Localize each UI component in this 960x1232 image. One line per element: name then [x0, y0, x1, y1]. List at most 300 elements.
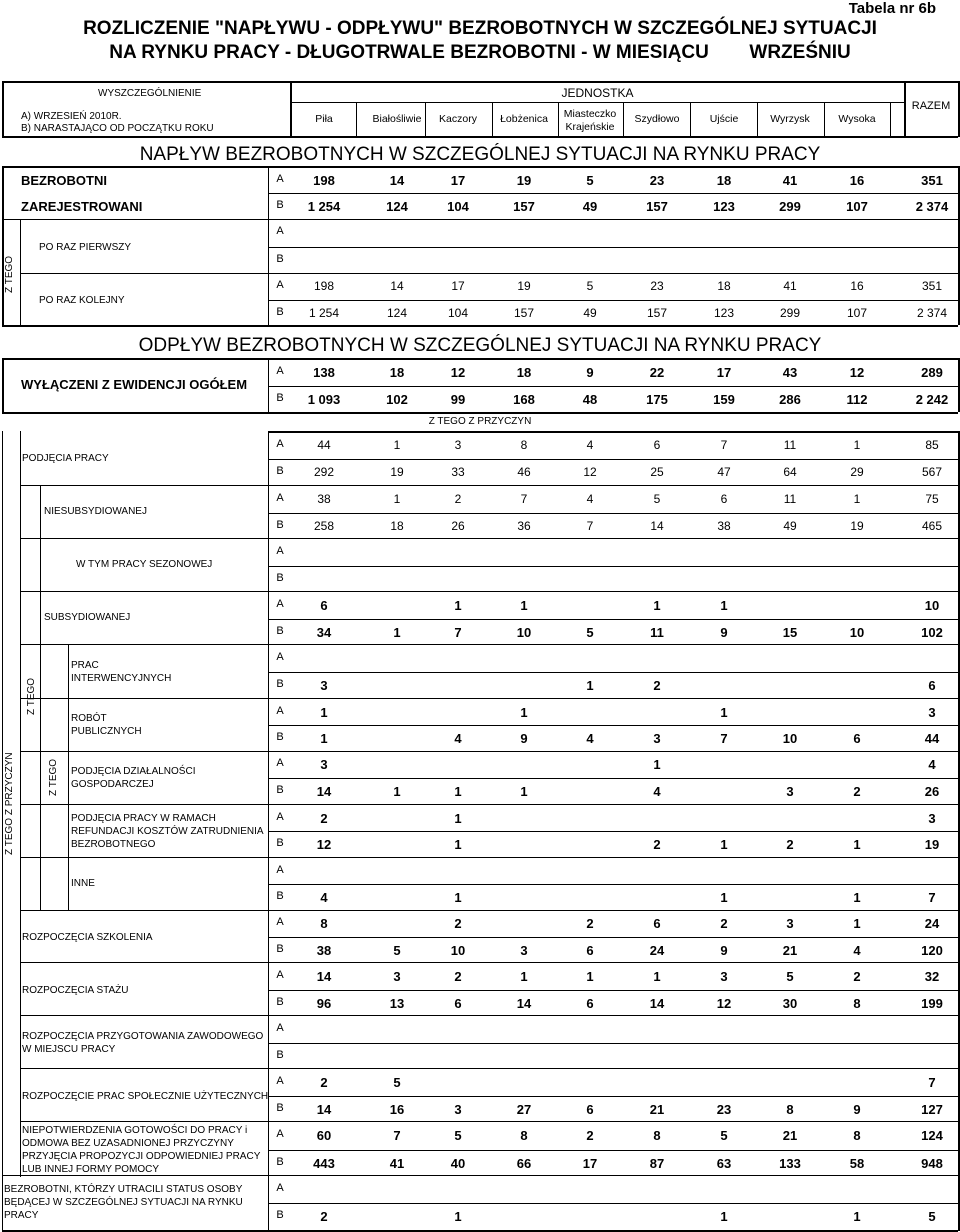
label-spolecznie: ROZPOCZĘCIE PRAC SPOŁECZNIE UŻYTECZNYCH	[22, 1091, 269, 1102]
label-subsydiowanej: SUBSYDIOWANEJ	[44, 612, 131, 623]
ab-marker: B	[276, 890, 284, 902]
table-cell: 18	[516, 365, 532, 380]
ab-divider	[268, 166, 269, 325]
label-szkolenia: ROZPOCZĘCIA SZKOLENIA	[22, 932, 153, 943]
unit-header-1: Piła	[315, 113, 333, 125]
label-wylaczeni: WYŁĄCZENI Z EWIDENCJI OGÓŁEM	[21, 377, 248, 392]
table-cell: 10	[924, 598, 940, 613]
ab-marker: A	[276, 225, 284, 237]
table-cell: 102	[921, 625, 943, 640]
table-cell: 21	[782, 1128, 798, 1143]
table-cell: 133	[779, 1156, 801, 1171]
przyczyny-top-border	[268, 431, 958, 433]
ab-marker: A	[276, 492, 284, 504]
label-line: ROBÓT	[71, 713, 107, 724]
ab-marker: A	[276, 916, 284, 928]
table-cell: 58	[849, 1156, 865, 1171]
table-cell: 1	[520, 705, 528, 720]
table-cell: 258	[313, 519, 335, 533]
header-bottom-border	[2, 136, 958, 138]
table-cell: 2 242	[915, 392, 949, 407]
table-cell: 14	[516, 996, 532, 1011]
table-cell: 38	[317, 492, 331, 506]
table-cell: 1	[853, 492, 861, 506]
table-cell: 3	[786, 916, 794, 931]
ab-row-divider	[268, 725, 958, 726]
table-cell: 127	[921, 1102, 943, 1117]
table-cell: 6	[586, 1102, 594, 1117]
table-cell: 23	[649, 173, 665, 188]
table-cell: 2	[586, 1128, 594, 1143]
table-cell: 9	[586, 365, 594, 380]
ab-marker: A	[276, 811, 284, 823]
table-cell: 5	[653, 492, 661, 506]
table-number: Tabela nr 6b	[848, 0, 936, 17]
table-cell: 1	[720, 1209, 728, 1224]
table-cell: 292	[313, 465, 335, 479]
table-cell: 23	[650, 279, 664, 293]
ab-row-divider	[268, 247, 958, 248]
ab-marker: A	[276, 969, 284, 981]
ab-marker: B	[276, 1049, 284, 1061]
unit-divider	[623, 102, 624, 136]
label-line: ROZPOCZĘCIA PRZYGOTOWANIA ZAWODOWEGO	[22, 1031, 264, 1042]
table-cell: 43	[782, 365, 798, 380]
header-left-border	[2, 81, 4, 137]
table-cell: 24	[649, 943, 665, 958]
table-cell: 8	[320, 916, 328, 931]
table-cell: 3	[454, 1102, 462, 1117]
ab-marker: B	[276, 996, 284, 1008]
unit-header-4: Łobżenica	[500, 113, 548, 125]
table-cell: 3	[720, 969, 728, 984]
table-cell: 299	[779, 199, 801, 214]
section-divider	[20, 1068, 958, 1069]
table-cell: 7	[720, 438, 728, 452]
table-cell: 63	[716, 1156, 732, 1171]
z-tego-inner-divider	[68, 644, 69, 910]
label-line: BĘDĄCEJ W SZCZEGÓLNEJ SYTUACJI NA RYNKU	[4, 1197, 243, 1208]
table-cell: 14	[650, 519, 664, 533]
table-cell: 1	[653, 598, 661, 613]
table-cell: 19	[390, 465, 404, 479]
table-cell: 199	[921, 996, 943, 1011]
ab-marker: A	[276, 365, 284, 377]
table-cell: 41	[782, 173, 798, 188]
table-cell: 19	[924, 837, 940, 852]
jednostka-underline	[290, 102, 905, 103]
table-cell: 107	[846, 199, 868, 214]
label-line: PODJĘCIA PRACY W RAMACH	[71, 813, 216, 824]
ab-marker: B	[276, 1209, 284, 1221]
table-cell: 41	[389, 1156, 405, 1171]
table-cell: 44	[317, 438, 331, 452]
table-cell: 32	[924, 969, 940, 984]
table-cell: 17	[450, 173, 466, 188]
table-cell: 1	[720, 890, 728, 905]
section-divider	[20, 538, 958, 539]
section-divider	[20, 857, 958, 858]
label-line: LUB INNEJ FORMY POMOCY	[22, 1164, 160, 1175]
ab-row-divider	[268, 884, 958, 885]
table-cell: 1	[853, 438, 861, 452]
label-utracili	[4, 1183, 243, 1222]
label-line: GOSPODARCZEJ	[71, 779, 154, 790]
table-cell: 1	[653, 757, 661, 772]
table-cell: 104	[447, 199, 469, 214]
table-cell: 168	[513, 392, 535, 407]
table-cell: 11	[783, 438, 797, 452]
page-title-line2a: NA RYNKU PRACY - DŁUGOTRWALE BEZROBOTNI - W MIESIĄCU	[109, 42, 709, 63]
table-cell: 13	[389, 996, 405, 1011]
table-cell: 4	[586, 438, 594, 452]
table-cell: 18	[716, 173, 732, 188]
table-cell: 3	[653, 731, 661, 746]
table-cell: 123	[713, 199, 735, 214]
section-divider	[20, 751, 958, 752]
table-cell: 36	[517, 519, 531, 533]
table-cell: 23	[716, 1102, 732, 1117]
section-divider	[2, 1175, 958, 1176]
table-cell: 46	[517, 465, 531, 479]
table-cell: 19	[850, 519, 864, 533]
ab-marker: A	[276, 757, 284, 769]
table-cell: 5	[586, 173, 594, 188]
table-cell: 4	[853, 943, 861, 958]
table-cell: 12	[583, 465, 597, 479]
label-line: PRACY	[4, 1210, 39, 1221]
ab-marker: B	[276, 784, 284, 796]
table-cell: 2	[320, 1209, 328, 1224]
label-line: PRAC	[71, 660, 99, 671]
ab-marker: A	[276, 864, 284, 876]
table-cell: 14	[649, 996, 665, 1011]
table-cell: 14	[316, 969, 332, 984]
table-cell: 2	[720, 916, 728, 931]
outer-left-border	[2, 431, 3, 1231]
table-cell: 17	[582, 1156, 598, 1171]
table-cell: 7	[586, 519, 594, 533]
table-cell: 465	[921, 519, 943, 533]
ab-marker: A	[276, 705, 284, 717]
table-cell: 26	[924, 784, 940, 799]
ab-row-divider	[268, 1150, 958, 1151]
table-cell: 1	[853, 916, 861, 931]
table-cell: 5	[586, 279, 594, 293]
table-cell: 157	[513, 306, 535, 320]
unit-divider	[356, 102, 357, 136]
table-cell: 7	[720, 731, 728, 746]
table-cell: 21	[782, 943, 798, 958]
table-cell: 198	[313, 279, 335, 293]
naplyw-bottom-border	[2, 325, 958, 327]
table-cell: 7	[928, 890, 936, 905]
ab-marker: A	[276, 1182, 284, 1194]
page-title-line1: ROZLICZENIE "NAPŁYWU - ODPŁYWU" BEZROBOTNYCH W SZCZEGÓLNEJ SYTUACJI	[83, 18, 877, 39]
unit-header-9: Wysoka	[838, 113, 876, 125]
table-cell: 4	[586, 492, 594, 506]
unit-divider	[558, 102, 559, 136]
naplyw-section-title: NAPŁYW BEZROBOTNYCH W SZCZEGÓLNEJ SYTUACJI NA RYNKU PRACY	[139, 144, 821, 165]
naplyw-row-divider	[2, 219, 958, 220]
table-cell: 10	[450, 943, 466, 958]
table-cell: 112	[846, 392, 868, 407]
unit-header-3: Kaczory	[439, 113, 477, 125]
table-cell: 3	[928, 811, 936, 826]
table-cell: 41	[783, 279, 797, 293]
ab-row-divider	[268, 300, 958, 301]
z-tego-divider	[20, 219, 21, 325]
ab-marker: A	[276, 651, 284, 663]
table-cell: 38	[717, 519, 731, 533]
unit-divider	[757, 102, 758, 136]
table-cell: 443	[313, 1156, 335, 1171]
table-cell: 18	[389, 365, 405, 380]
table-cell: 1	[853, 890, 861, 905]
label-line: PODJĘCIA DZIAŁALNOŚCI	[71, 766, 196, 777]
table-cell: 120	[921, 943, 943, 958]
ab-marker: B	[276, 1156, 284, 1168]
ab-row-divider	[268, 513, 958, 514]
table-cell: 75	[925, 492, 939, 506]
table-cell: 6	[928, 678, 936, 693]
table-cell: 24	[924, 916, 940, 931]
table-cell: 1	[320, 705, 328, 720]
label-niesubsydiowanej: NIESUBSYDIOWANEJ	[44, 506, 147, 517]
table-cell: 10	[849, 625, 865, 640]
table-cell: 5	[393, 1075, 401, 1090]
table-cell: 64	[783, 465, 797, 479]
unit-header-2: Białośliwie	[372, 113, 422, 125]
table-cell: 567	[921, 465, 943, 479]
nies-divider	[40, 485, 41, 910]
ab-marker: A	[276, 1075, 284, 1087]
table-cell: 6	[653, 916, 661, 931]
table-cell: 18	[717, 279, 731, 293]
ab-marker: A	[276, 438, 284, 450]
table-cell: 17	[716, 365, 732, 380]
table-cell: 10	[782, 731, 798, 746]
label-line: BEZROBOTNEGO	[71, 839, 156, 850]
table-cell: 123	[713, 306, 735, 320]
table-cell: 19	[516, 173, 532, 188]
label-line: ODMOWA BEZ UZASADNIONEJ PRZYCZYNY	[22, 1138, 234, 1149]
section-divider	[20, 485, 958, 486]
odplyw-section-title: ODPŁYW BEZROBOTNYCH W SZCZEGÓLNEJ SYTUACJI NA RYNKU PRACY	[138, 335, 822, 356]
table-cell: 34	[316, 625, 332, 640]
label-niepotwierdzenia	[22, 1124, 260, 1176]
table-cell: 6	[853, 731, 861, 746]
table-cell: 85	[925, 438, 939, 452]
table-cell: 3	[320, 757, 328, 772]
label-line: PRZYJĘCIA PROPOZYCJI ODPOWIEDNIEJ PRACY	[22, 1151, 261, 1162]
ab-marker: B	[276, 306, 284, 318]
label-prac-interwencyjnych	[71, 659, 171, 685]
table-cell: 3	[786, 784, 794, 799]
table-cell: 1 093	[307, 392, 341, 407]
side-label-z-tego-inner: Z TEGO	[48, 758, 59, 796]
table-cell: 25	[650, 465, 664, 479]
table-cell: 21	[649, 1102, 665, 1117]
ab-row-divider	[268, 831, 958, 832]
table-cell: 9	[720, 943, 728, 958]
table-cell: 1	[520, 598, 528, 613]
table-cell: 18	[390, 519, 404, 533]
ab-marker: A	[276, 279, 284, 291]
table-cell: 22	[649, 365, 665, 380]
ab-row-divider	[268, 1096, 958, 1097]
table-cell: 1	[393, 492, 401, 506]
table-cell: 29	[850, 465, 864, 479]
table-cell: 1	[454, 811, 462, 826]
table-cell: 1 254	[308, 306, 340, 320]
table-cell: 49	[582, 199, 598, 214]
legend-b: B) NARASTAJĄCO OD POCZĄTKU ROKU	[21, 123, 214, 134]
label-line: PUBLICZNYCH	[71, 726, 142, 737]
side-label-z-tego-top: Z TEGO	[4, 255, 15, 293]
table-cell: 30	[782, 996, 798, 1011]
table-cell: 5	[928, 1209, 936, 1224]
ab-marker: B	[276, 199, 284, 211]
table-cell: 5	[720, 1128, 728, 1143]
ab-marker: B	[276, 253, 284, 265]
table-cell: 19	[517, 279, 531, 293]
table-cell: 6	[586, 943, 594, 958]
header-top-border	[2, 81, 958, 83]
table-cell: 7	[393, 1128, 401, 1143]
label-zarejestrowani: ZAREJESTROWANI	[21, 199, 143, 214]
table-cell: 157	[513, 199, 535, 214]
table-cell: 16	[849, 173, 865, 188]
table-cell: 1	[853, 1209, 861, 1224]
table-cell: 159	[713, 392, 735, 407]
ab-row-divider	[268, 990, 958, 991]
odplyw-bottom-border	[2, 412, 958, 414]
label-bezrobotni: BEZROBOTNI	[21, 173, 107, 188]
ab-marker: A	[276, 173, 284, 185]
unit-header-6: Szydłowo	[634, 113, 680, 125]
table-cell: 1	[454, 1209, 462, 1224]
table-cell: 4	[928, 757, 936, 772]
ab-divider	[268, 358, 269, 412]
table-cell: 1	[454, 784, 462, 799]
table-cell: 5	[393, 943, 401, 958]
unit-header-8: Wyrzysk	[770, 113, 810, 125]
odplyw-top-border	[2, 358, 958, 360]
table-cell: 17	[451, 279, 465, 293]
table-cell: 66	[516, 1156, 532, 1171]
label-refundacji	[71, 812, 264, 851]
table-cell: 104	[447, 306, 469, 320]
unit-divider	[492, 102, 493, 136]
unit-divider	[890, 102, 891, 136]
table-cell: 4	[653, 784, 661, 799]
table-cell: 351	[921, 173, 943, 188]
label-line: BEZROBOTNI, KTÓRZY UTRACILI STATUS OSOBY	[4, 1184, 243, 1195]
table-cell: 4	[586, 731, 594, 746]
table-cell: 1	[393, 625, 401, 640]
section-divider	[20, 910, 958, 911]
table-cell: 3	[928, 705, 936, 720]
table-cell: 198	[313, 173, 335, 188]
table-cell: 7	[454, 625, 462, 640]
table-cell: 99	[450, 392, 466, 407]
table-cell: 16	[850, 279, 864, 293]
ab-marker: A	[276, 598, 284, 610]
table-cell: 2 374	[916, 306, 948, 320]
label-po-raz-kolejny: PO RAZ KOLEJNY	[39, 295, 125, 306]
table-cell: 289	[921, 365, 943, 380]
ab-row-divider	[268, 1043, 958, 1044]
table-cell: 9	[853, 1102, 861, 1117]
section-divider	[20, 644, 958, 645]
table-cell: 1	[720, 705, 728, 720]
table-cell: 124	[921, 1128, 943, 1143]
ab-row-divider	[268, 459, 958, 460]
ab-marker: B	[276, 625, 284, 637]
label-po-raz-pierwszy: PO RAZ PIERWSZY	[39, 242, 132, 253]
wyszczegolnienie-header: WYSZCZEGÓLNIENIE	[98, 88, 202, 99]
table-cell: 3	[520, 943, 528, 958]
table-cell: 14	[389, 173, 405, 188]
table-cell: 1	[853, 837, 861, 852]
unit-divider	[425, 102, 426, 136]
table-cell: 138	[313, 365, 335, 380]
table-cell: 8	[520, 1128, 528, 1143]
side-label-z-tego-z-przyczyn: Z TEGO Z PRZYCZYN	[4, 752, 15, 855]
table-cell: 7	[928, 1075, 936, 1090]
table-cell: 1	[393, 438, 401, 452]
table-cell: 14	[316, 1102, 332, 1117]
table-cell: 8	[520, 438, 528, 452]
table-cell: 102	[386, 392, 408, 407]
table-cell: 2 374	[915, 199, 949, 214]
table-cell: 3	[320, 678, 328, 693]
table-cell: 9	[720, 625, 728, 640]
table-cell: 47	[717, 465, 731, 479]
table-cell: 10	[516, 625, 532, 640]
table-cell: 4	[454, 731, 462, 746]
label-line: INTERWENCYJNYCH	[71, 673, 172, 684]
ab-marker: B	[276, 678, 284, 690]
table-cell: 2	[853, 784, 861, 799]
ab-row-divider	[268, 778, 958, 779]
table-cell: 2	[320, 811, 328, 826]
ab-marker: A	[276, 545, 284, 557]
label-w-tym-sezonowej: W TYM PRACY SEZONOWEJ	[76, 559, 213, 570]
table-cell: 8	[653, 1128, 661, 1143]
table-cell: 9	[520, 731, 528, 746]
unit-divider	[824, 102, 825, 136]
table-cell: 5	[786, 969, 794, 984]
table-cell: 12	[316, 837, 332, 852]
table-cell: 27	[516, 1102, 532, 1117]
table-cell: 38	[316, 943, 332, 958]
side-label-z-tego-subs: Z TEGO	[26, 677, 37, 715]
unit-divider	[690, 102, 691, 136]
table-cell: 12	[716, 996, 732, 1011]
table-cell: 2	[320, 1075, 328, 1090]
table-cell: 11	[783, 492, 797, 506]
unit-header-7: Ujście	[709, 113, 739, 125]
label-podjecia-pracy: PODJĘCIA PRACY	[22, 453, 109, 464]
table-cell: 1	[320, 731, 328, 746]
ab-marker: B	[276, 1102, 284, 1114]
naplyw-row-divider	[20, 273, 958, 274]
table-cell: 1	[454, 890, 462, 905]
table-cell: 948	[921, 1156, 943, 1171]
ab-marker: B	[276, 392, 284, 404]
